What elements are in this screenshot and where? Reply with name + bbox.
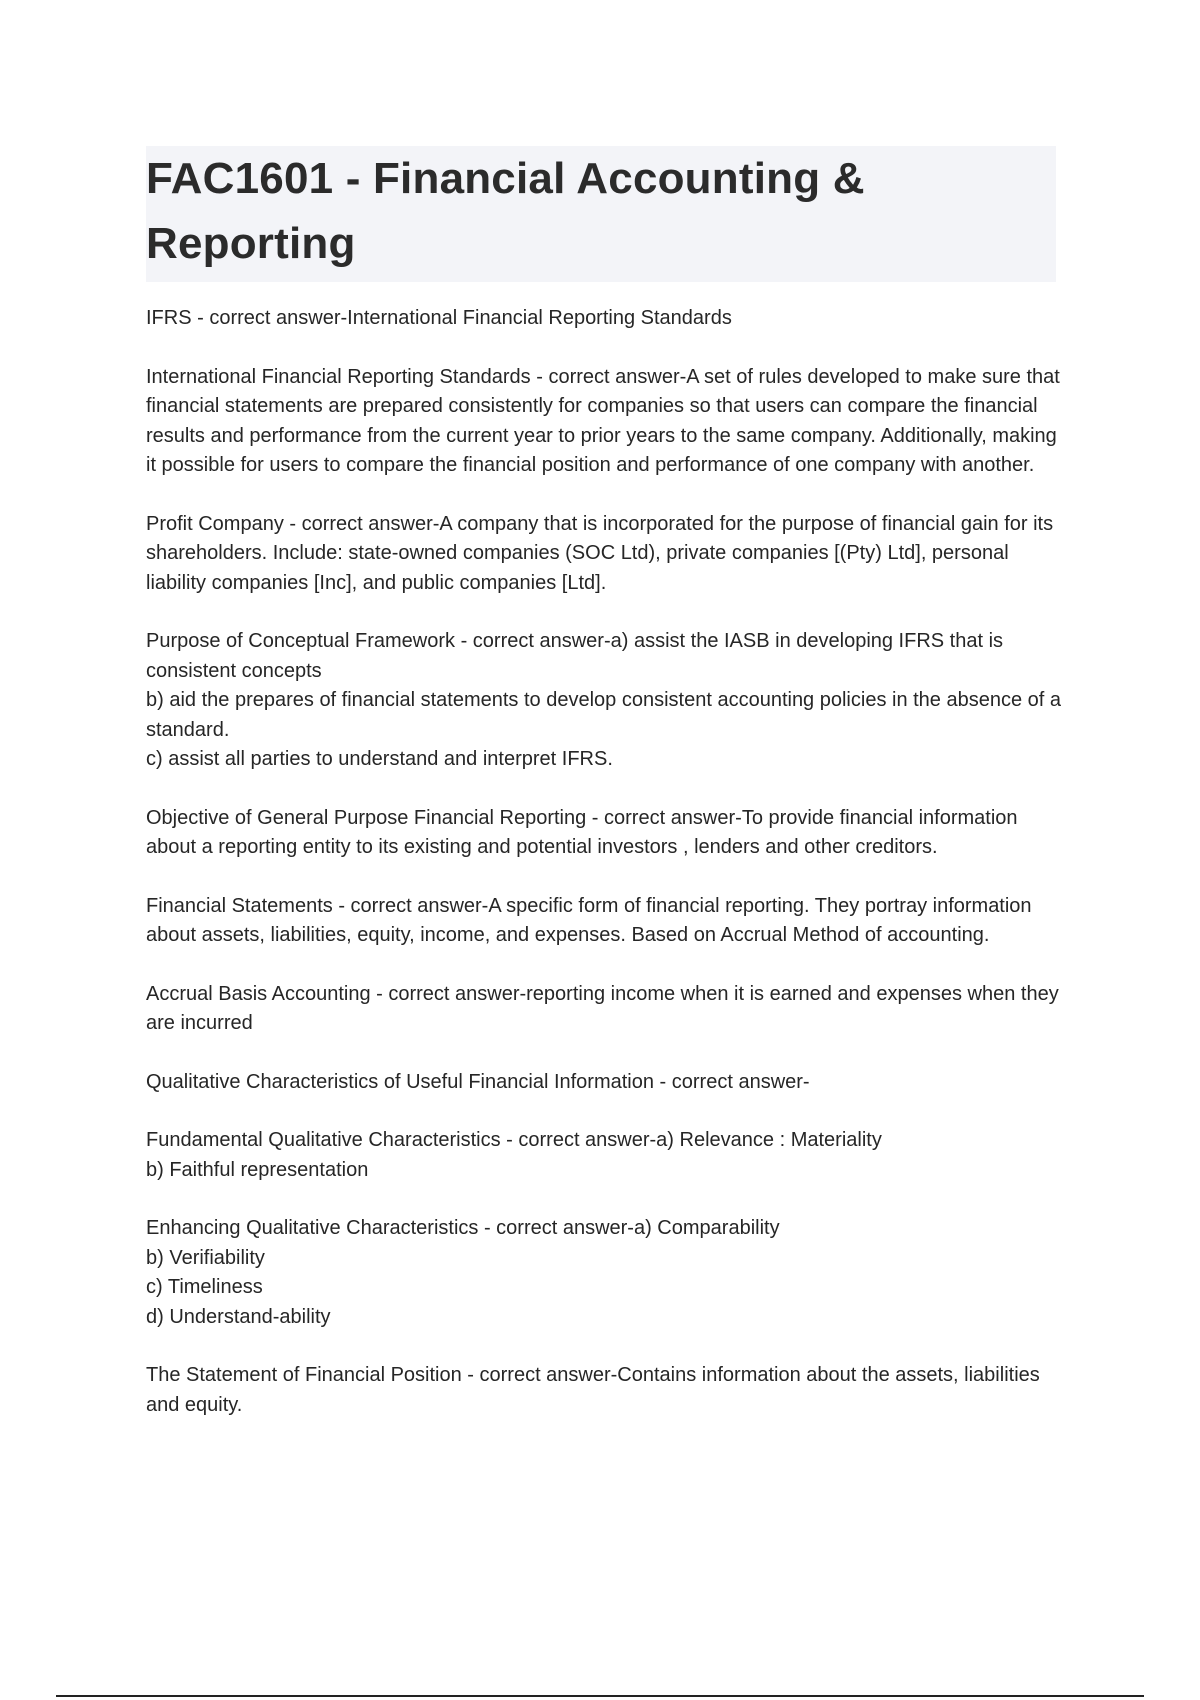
entry-financial-statements	[146, 892, 1066, 951]
entry-line: Qualitative Characteristics of Useful Financial Information - correct answer-	[146, 1070, 810, 1093]
entry-purpose-of-conceptual-framework	[146, 627, 1066, 775]
entry-line: c) Timeliness	[146, 1276, 263, 1298]
entry-profit-company	[146, 510, 1066, 599]
entry-accrual-basis-accounting	[146, 980, 1066, 1039]
entry-line: Enhancing Qualitative Characteristics - correct answer-a) Comparability	[146, 1217, 780, 1239]
entry-line: Objective of General Purpose Financial Reporting - correct answer-To provide financial information about a reporting entity to its existing and potential investors , lenders and other creditors.	[146, 806, 1018, 858]
document-title: FAC1601 - Financial Accounting & Reporting	[146, 154, 865, 268]
entry-line: b) Faithful representation	[146, 1158, 369, 1181]
entry-objective-of-general-purpose-financial-reporting	[146, 804, 1066, 863]
entry-line: d) Understand-ability	[146, 1305, 331, 1328]
entry-ifrs	[146, 304, 1066, 334]
entry-line: b) Verifiability	[146, 1246, 265, 1269]
entry-line: Fundamental Qualitative Characteristics - correct answer-a) Relevance : Materiality	[146, 1129, 882, 1151]
entry-line: Purpose of Conceptual Framework - correct answer-a) assist the IASB in developing IFRS that is consistent concepts	[146, 630, 1004, 682]
entry-enhancing-qualitative-characteristics	[146, 1214, 1066, 1332]
entry-line: Accrual Basis Accounting - correct answer-reporting income when it is earned and expenses when they are incurred	[146, 982, 1059, 1034]
entry-statement-of-financial-position	[146, 1361, 1066, 1420]
entry-line: International Financial Reporting Standards - correct answer-A set of rules developed to make sure that financial statements are prepared consistently for companies so that users can compare the financial results and performance from the current year to prior years to the same company. Additionally, making it possible for users to compare the financial position and performance of one company with another.	[146, 365, 1060, 476]
title-block	[146, 146, 1056, 282]
entry-line: IFRS - correct answer-International Financial Reporting Standards	[146, 307, 732, 329]
entry-line: Financial Statements - correct answer-A specific form of financial reporting. They portray information about assets, liabilities, equity, income, and expenses. Based on Accrual Method of accounting.	[146, 894, 1032, 946]
entry-line: c) assist all parties to understand and interpret IFRS.	[146, 748, 613, 770]
page-bottom-divider	[56, 1695, 1144, 1697]
entry-international-financial-reporting-standards	[146, 363, 1066, 481]
entry-line: Profit Company - correct answer-A company that is incorporated for the purpose of financial gain for its shareholders. Include: state-owned companies (SOC Ltd), private companies [(Pty) Ltd], personal liability companies [Inc], and public companies [Ltd].	[146, 512, 1054, 594]
entry-line: b) aid the prepares of financial statements to develop consistent accounting policies in the absence of a standard.	[146, 689, 1062, 741]
document-content	[146, 304, 1066, 1449]
entry-line: The Statement of Financial Position - correct answer-Contains information about the assets, liabilities and equity.	[146, 1364, 1040, 1416]
entry-fundamental-qualitative-characteristics	[146, 1126, 1066, 1185]
entry-qualitative-characteristics	[146, 1068, 1066, 1098]
